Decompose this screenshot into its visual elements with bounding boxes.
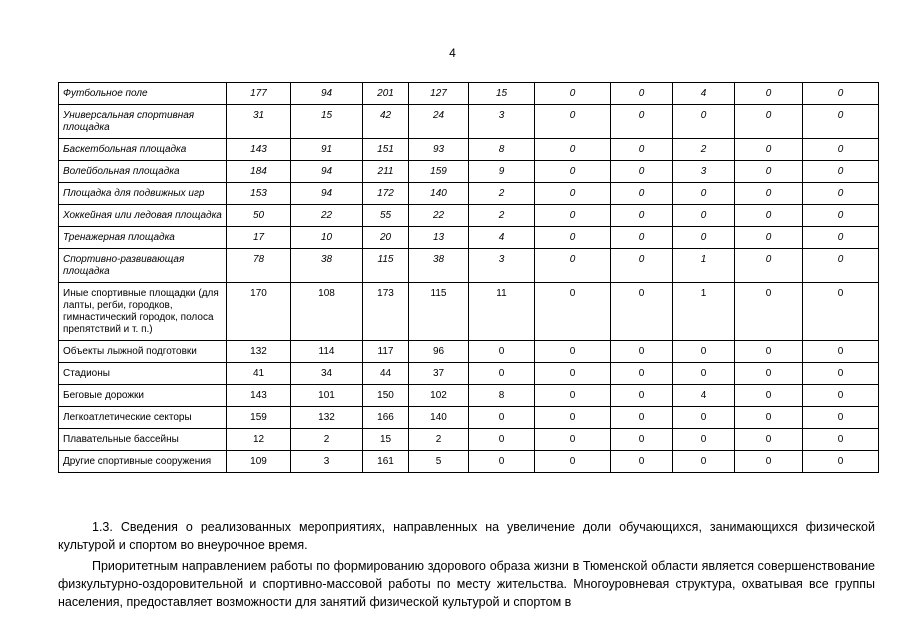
table-cell: 0 [535, 283, 611, 341]
table-cell: 0 [803, 161, 879, 183]
table-cell: 0 [611, 205, 673, 227]
table-cell: 0 [735, 385, 803, 407]
table-cell: 9 [469, 161, 535, 183]
table-cell: 0 [735, 283, 803, 341]
table-cell: 17 [227, 227, 291, 249]
table-cell: 12 [227, 429, 291, 451]
page-number: 4 [449, 46, 456, 60]
table-cell: 0 [673, 205, 735, 227]
table-cell: 0 [803, 407, 879, 429]
table-cell: 0 [803, 363, 879, 385]
table-cell: 0 [735, 429, 803, 451]
table-cell: 0 [803, 205, 879, 227]
table-cell: 2 [469, 183, 535, 205]
table-cell: 0 [535, 363, 611, 385]
table-cell: 0 [535, 205, 611, 227]
table-cell: 13 [409, 227, 469, 249]
table-cell: 0 [673, 227, 735, 249]
table-cell: 3 [469, 249, 535, 283]
row-label: Волейбольная площадка [59, 161, 227, 183]
table-cell: 177 [227, 83, 291, 105]
table-cell: 0 [535, 407, 611, 429]
table-cell: 3 [469, 105, 535, 139]
table-cell: 0 [535, 227, 611, 249]
table-cell: 0 [803, 105, 879, 139]
table-cell: 0 [735, 83, 803, 105]
table-cell: 0 [803, 451, 879, 473]
table-cell: 170 [227, 283, 291, 341]
table-cell: 0 [611, 283, 673, 341]
table-cell: 143 [227, 139, 291, 161]
table-cell: 0 [803, 83, 879, 105]
table-cell: 4 [673, 83, 735, 105]
table-row [59, 83, 879, 105]
row-label: Беговые дорожки [59, 385, 227, 407]
table-cell: 0 [673, 363, 735, 385]
table-cell: 127 [409, 83, 469, 105]
table-cell: 0 [803, 227, 879, 249]
table-cell: 0 [469, 341, 535, 363]
table-cell: 37 [409, 363, 469, 385]
paragraph-body: Приоритетным направлением работы по формированию здорового образа жизни в Тюменской области является совершенствование физкультурно-оздоровительной и спортивно-массовой работы по месту жительства. Многоуровневая структура, охватывая все группы населения, предоставляет возможности для занятий физической культурой и спортом в [58, 559, 875, 609]
table-cell: 0 [535, 83, 611, 105]
table-cell: 44 [363, 363, 409, 385]
table-row [59, 105, 879, 139]
table-cell: 159 [409, 161, 469, 183]
table-cell: 0 [673, 451, 735, 473]
table-cell: 1 [673, 249, 735, 283]
table-cell: 94 [291, 83, 363, 105]
table-cell: 94 [291, 161, 363, 183]
table-cell: 0 [611, 183, 673, 205]
table-cell: 0 [803, 249, 879, 283]
table-row [59, 249, 879, 283]
row-label: Иные спортивные площадки (для лапты, регби, городков, гимнастический городок, полоса препятствий и т. п.) [59, 283, 227, 341]
table-cell: 0 [803, 183, 879, 205]
table-cell: 132 [291, 407, 363, 429]
table-cell: 8 [469, 139, 535, 161]
table-cell: 3 [673, 161, 735, 183]
table-cell: 0 [469, 429, 535, 451]
table-cell: 0 [611, 363, 673, 385]
table-cell: 41 [227, 363, 291, 385]
table-cell: 0 [611, 227, 673, 249]
table-cell: 2 [291, 429, 363, 451]
table-cell: 0 [735, 139, 803, 161]
table-cell: 93 [409, 139, 469, 161]
table-cell: 78 [227, 249, 291, 283]
table-cell: 0 [535, 451, 611, 473]
paragraph-section-heading: 1.3. Сведения о реализованных мероприятиях, направленных на увеличение доли обучающихся, занимающихся физической культурой и спортом во внеурочное время. [58, 520, 875, 552]
table-cell: 184 [227, 161, 291, 183]
table-cell: 0 [735, 161, 803, 183]
row-label: Объекты лыжной подготовки [59, 341, 227, 363]
table-cell: 4 [673, 385, 735, 407]
table-cell: 0 [673, 407, 735, 429]
table-cell: 0 [735, 105, 803, 139]
table-cell: 115 [363, 249, 409, 283]
table-cell: 0 [673, 341, 735, 363]
row-label: Хоккейная или ледовая площадка [59, 205, 227, 227]
table-cell: 108 [291, 283, 363, 341]
table-row [59, 451, 879, 473]
table-cell: 15 [469, 83, 535, 105]
table-cell: 143 [227, 385, 291, 407]
table-cell: 38 [291, 249, 363, 283]
table-cell: 166 [363, 407, 409, 429]
table-cell: 91 [291, 139, 363, 161]
table-cell: 0 [469, 407, 535, 429]
table-cell: 0 [611, 429, 673, 451]
table-cell: 150 [363, 385, 409, 407]
table-cell: 42 [363, 105, 409, 139]
table-cell: 2 [469, 205, 535, 227]
table-cell: 10 [291, 227, 363, 249]
table-cell: 50 [227, 205, 291, 227]
table-cell: 15 [363, 429, 409, 451]
table-cell: 0 [735, 451, 803, 473]
table-cell: 5 [409, 451, 469, 473]
table-cell: 0 [535, 385, 611, 407]
table-cell: 0 [611, 161, 673, 183]
table-cell: 0 [611, 105, 673, 139]
table-cell: 0 [535, 429, 611, 451]
table-cell: 24 [409, 105, 469, 139]
table-row [59, 183, 879, 205]
table-cell: 0 [535, 139, 611, 161]
table-row [59, 283, 879, 341]
sports-facilities-table [58, 82, 879, 473]
table-cell: 0 [735, 249, 803, 283]
table-cell: 140 [409, 407, 469, 429]
row-label: Спортивно-развивающая площадка [59, 249, 227, 283]
table-cell: 117 [363, 341, 409, 363]
row-label: Баскетбольная площадка [59, 139, 227, 161]
table-cell: 0 [673, 429, 735, 451]
table-cell: 211 [363, 161, 409, 183]
table-cell: 34 [291, 363, 363, 385]
table-row [59, 161, 879, 183]
row-label: Тренажерная площадка [59, 227, 227, 249]
table-cell: 20 [363, 227, 409, 249]
table-cell: 0 [469, 363, 535, 385]
table-cell: 4 [469, 227, 535, 249]
table-cell: 140 [409, 183, 469, 205]
table-cell: 0 [735, 341, 803, 363]
table-cell: 115 [409, 283, 469, 341]
table-row [59, 139, 879, 161]
table-cell: 22 [409, 205, 469, 227]
table-cell: 173 [363, 283, 409, 341]
table-cell: 0 [735, 407, 803, 429]
row-label: Стадионы [59, 363, 227, 385]
table-cell: 151 [363, 139, 409, 161]
row-label: Другие спортивные сооружения [59, 451, 227, 473]
table-cell: 31 [227, 105, 291, 139]
table-row [59, 385, 879, 407]
table-cell: 0 [535, 249, 611, 283]
table-row [59, 205, 879, 227]
table-cell: 159 [227, 407, 291, 429]
table-cell: 0 [803, 385, 879, 407]
table-cell: 201 [363, 83, 409, 105]
table-cell: 109 [227, 451, 291, 473]
table-cell: 172 [363, 183, 409, 205]
row-label: Легкоатлетические секторы [59, 407, 227, 429]
row-label: Универсальная спортивная площадка [59, 105, 227, 139]
table-cell: 0 [469, 451, 535, 473]
table-cell: 102 [409, 385, 469, 407]
table-cell: 0 [611, 385, 673, 407]
table-cell: 0 [803, 139, 879, 161]
table-cell: 0 [611, 341, 673, 363]
table-cell: 0 [803, 341, 879, 363]
table-cell: 0 [611, 407, 673, 429]
table-cell: 2 [673, 139, 735, 161]
table-cell: 2 [409, 429, 469, 451]
table-cell: 0 [803, 429, 879, 451]
row-label: Плавательные бассейны [59, 429, 227, 451]
table-row [59, 341, 879, 363]
table-cell: 114 [291, 341, 363, 363]
table-cell: 0 [611, 451, 673, 473]
table-cell: 0 [611, 249, 673, 283]
table-cell: 96 [409, 341, 469, 363]
table-cell: 161 [363, 451, 409, 473]
table-cell: 3 [291, 451, 363, 473]
table-cell: 101 [291, 385, 363, 407]
table-cell: 0 [735, 227, 803, 249]
table-cell: 38 [409, 249, 469, 283]
row-label: Футбольное поле [59, 83, 227, 105]
table-cell: 153 [227, 183, 291, 205]
row-label: Площадка для подвижных игр [59, 183, 227, 205]
table-cell: 11 [469, 283, 535, 341]
table-cell: 0 [611, 83, 673, 105]
table-cell: 0 [611, 139, 673, 161]
table-row [59, 407, 879, 429]
table-row [59, 429, 879, 451]
table-cell: 0 [673, 183, 735, 205]
table-cell: 132 [227, 341, 291, 363]
table-cell: 0 [735, 205, 803, 227]
table-cell: 0 [673, 105, 735, 139]
table-cell: 94 [291, 183, 363, 205]
table-cell: 0 [535, 183, 611, 205]
table-cell: 1 [673, 283, 735, 341]
table-cell: 0 [735, 183, 803, 205]
table-cell: 8 [469, 385, 535, 407]
table-cell: 0 [735, 363, 803, 385]
table-cell: 0 [535, 341, 611, 363]
table-row [59, 363, 879, 385]
table-cell: 0 [535, 161, 611, 183]
table-cell: 15 [291, 105, 363, 139]
table-row [59, 227, 879, 249]
table-cell: 0 [803, 283, 879, 341]
table-cell: 0 [535, 105, 611, 139]
table-cell: 22 [291, 205, 363, 227]
table-cell: 55 [363, 205, 409, 227]
